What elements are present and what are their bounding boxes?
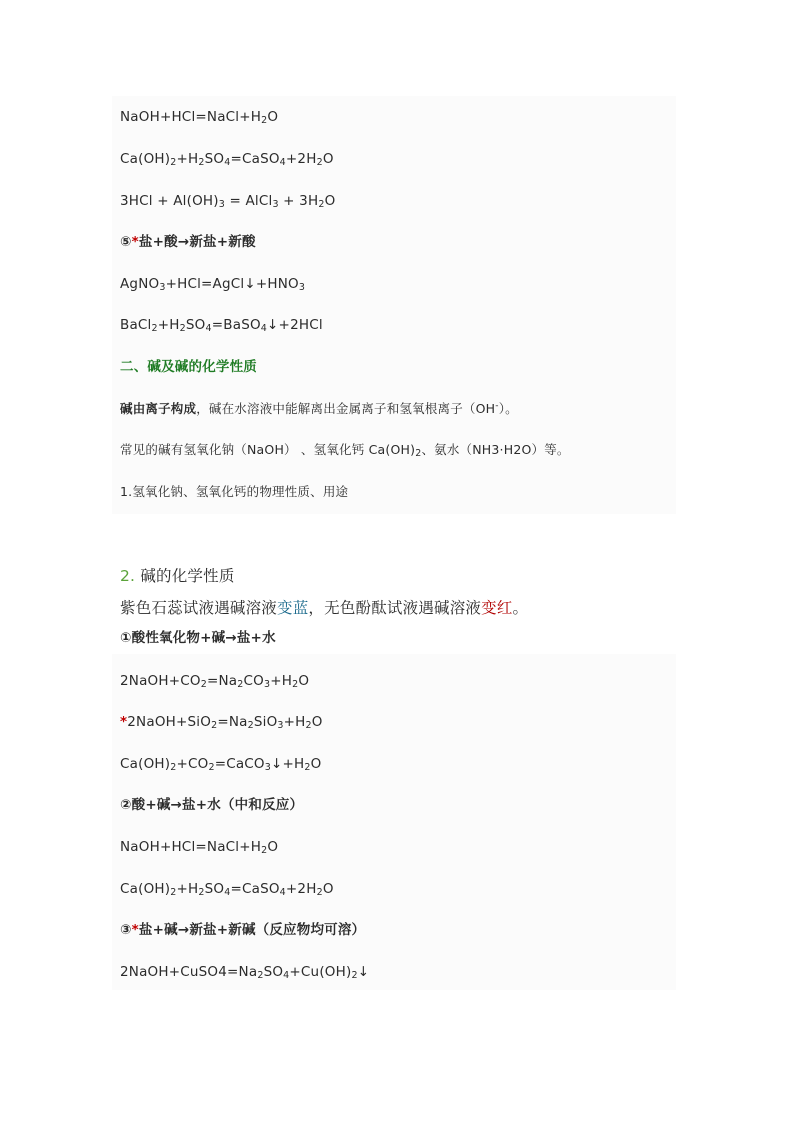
- subscript: 3: [264, 762, 272, 773]
- section-heading-bases: 二、碱及碱的化学性质: [120, 359, 257, 375]
- subscript: 2: [351, 970, 358, 981]
- subscript: 3: [159, 282, 166, 293]
- subscript: 4: [283, 970, 290, 981]
- content-block-bases: [112, 654, 676, 990]
- sentence-text: ，无色酚酞试液遇碱溶液: [308, 599, 482, 617]
- subscript: 4: [224, 157, 231, 168]
- equation-line: $3HCl + Al(OH)_3$ = AlCl$_3$ + $3H_2O$: [120, 193, 336, 210]
- equation-line: $NaOH+HCl=NaCl+H_2O$: [120, 109, 279, 126]
- indicator-sentence: [120, 598, 528, 618]
- subscript: 2: [247, 720, 254, 731]
- paragraph-text: ，碱在水溶液中能解离出金属离子和氢氧根离子（OH: [196, 401, 496, 416]
- subscript: 4: [260, 323, 268, 334]
- heading-text: 碱的化学性质: [135, 567, 235, 585]
- subscript: 2: [179, 323, 186, 334]
- superscript: -: [495, 401, 499, 411]
- subscript: 2: [257, 970, 264, 981]
- paragraph-text: ）。: [498, 401, 518, 416]
- equation-line: $Ca(OH)_2+H_2SO_4=CaSO_4+2H_2O$: [120, 881, 334, 898]
- subscript: 2: [318, 199, 325, 210]
- subheading-chemical-properties: [120, 566, 235, 586]
- subscript: 2: [170, 762, 177, 773]
- rule-number: ⑤: [120, 234, 132, 250]
- sentence-text: 紫色石蕊试液遇碱溶液: [120, 599, 278, 617]
- subscript: 2: [261, 115, 268, 126]
- subscript: 2: [237, 679, 244, 690]
- subscript: 2: [208, 762, 215, 773]
- subscript: 2: [261, 845, 268, 856]
- equation-line: $2NaOH+CuSO4=Na_2SO_4+Cu(OH)_2↓$: [120, 964, 370, 981]
- paragraph-physical-properties: 1.氢氧化钠、氢氧化钙的物理性质、用途: [120, 484, 349, 499]
- subscript: 2: [200, 679, 207, 690]
- subscript: 4: [279, 157, 286, 168]
- bold-phrase: 碱由离子构成: [120, 401, 197, 416]
- subscript: 2: [292, 679, 299, 690]
- subscript: 2: [198, 887, 205, 898]
- equation-line: $Ca(OH)_2+H_2SO_4=CaSO_4+2H_2O$: [120, 151, 334, 168]
- rule-2-line: ②酸+碱→盐+水（中和反应）: [120, 797, 304, 813]
- star-mark: *: [120, 714, 128, 730]
- subscript: 2: [304, 762, 311, 773]
- subscript: 2: [151, 323, 158, 334]
- subscript: 2: [316, 887, 323, 898]
- equation-line: $2NaOH+CO_2=Na_2CO_3+H_2O$: [120, 673, 310, 690]
- subscript: 2: [170, 887, 177, 898]
- paragraph-common-bases: [120, 441, 570, 459]
- rule-text: 盐+酸→新盐+新酸: [138, 234, 256, 250]
- equation-line: $Ca(OH)_2+CO_2=CaCO_3↓+H_2O$: [120, 756, 322, 773]
- subscript: 3: [272, 199, 279, 210]
- subscript: 2: [415, 448, 422, 459]
- paragraph-ions: [120, 400, 518, 418]
- paragraph-text: 、氨水（NH3·H2O）等。: [421, 442, 570, 457]
- sentence-text: 。: [512, 599, 529, 617]
- rule-1-line: ①酸性氧化物+碱→盐+水: [120, 630, 276, 646]
- starred-equation-line: [120, 713, 323, 731]
- subscript: 4: [224, 887, 231, 898]
- subscript: 3: [298, 282, 306, 293]
- rule-5-line: [120, 233, 256, 251]
- subscript: 2: [198, 157, 205, 168]
- subscript: 3: [263, 679, 271, 690]
- heading-number: 2.: [120, 567, 136, 585]
- equation-line: $NaOH+HCl=NaCl+H_2O$: [120, 839, 279, 856]
- subscript: 3: [277, 720, 284, 731]
- rule-text: 盐+碱→新盐+新碱（反应物均可溶）: [138, 922, 366, 938]
- subscript: 2: [170, 157, 177, 168]
- subscript: 3: [218, 199, 225, 210]
- paragraph-text: 常见的碱有氢氧化钠（NaOH） 、氢氧化钙 Ca(OH): [120, 442, 416, 457]
- equation-line: $AgNO_3+HCl=AgCl↓+HNO_3$: [120, 276, 306, 293]
- highlight-red: 变红: [481, 599, 513, 617]
- highlight-blue: 变蓝: [277, 599, 309, 617]
- equation-line: $BaCl_2+H_2SO_4=BaSO_4↓+2HCl$: [120, 317, 323, 334]
- equation: $2NaOH+SiO_2=Na_2SiO_3+H_2O$: [127, 714, 323, 731]
- subscript: 2: [316, 157, 323, 168]
- subscript: 2: [211, 720, 218, 731]
- rule-number: ③: [120, 922, 132, 938]
- star-mark: *: [131, 922, 139, 938]
- star-mark: *: [131, 234, 139, 250]
- subscript: 2: [305, 720, 312, 731]
- subscript: 4: [205, 323, 212, 334]
- rule-3-line: [120, 921, 365, 939]
- subscript: 4: [279, 887, 286, 898]
